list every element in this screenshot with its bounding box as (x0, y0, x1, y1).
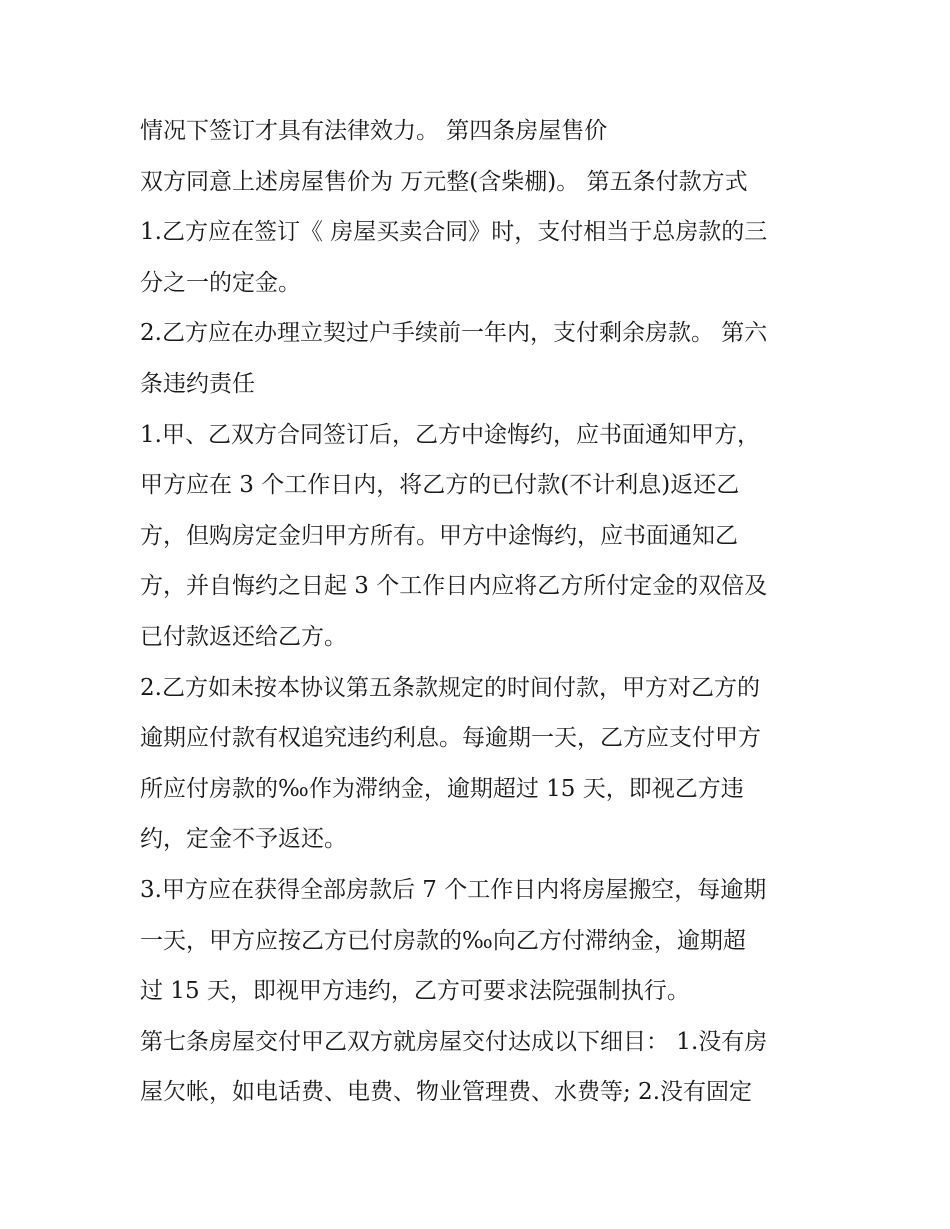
text-line: 分之一的定金。 (140, 269, 301, 296)
text-line: 约，定金不予返还。 (140, 826, 347, 853)
text-line: 双方同意上述房屋售价为 万元整(含柴棚)。 第五条付款方式 (140, 168, 748, 195)
text-line: 屋欠帐，如电话费、电费、物业管理费、水费等; 2.没有固定 (140, 1079, 753, 1106)
text-line: 3.甲方应在获得全部房款后 7 个工作日内将房屋搬空，每逾期 (140, 876, 767, 903)
text-line: 一天，甲方应按乙方已付房款的‰向乙方付滞纳金，逾期超 (140, 927, 746, 954)
text-line: 甲方应在 3 个工作日内，将乙方的已付款(不计利息)返还乙 (140, 472, 740, 499)
text-line: 方，并自悔约之日起 3 个工作日内应将乙方所付定金的双倍及 (140, 573, 768, 600)
text-line: 2.乙方应在办理立契过户手续前一年内，支付剩余房款。 第六 (140, 320, 768, 347)
text-line: 1.甲、乙双方合同签订后，乙方中途悔约，应书面通知甲方， (140, 421, 760, 448)
text-line: 条违约责任 (140, 370, 255, 397)
text-line: 所应付房款的‰作为滞纳金，逾期超过 15 天，即视乙方违 (140, 775, 744, 802)
text-line: 2.乙方如未按本协议第五条款规定的时间付款，甲方对乙方的 (140, 674, 760, 701)
text-line: 情况下签订才具有法律效力。 第四条房屋售价 (140, 118, 608, 144)
text-line: 1.乙方应在签订《 房屋买卖合同》时，支付相当于总房款的三 (140, 219, 768, 246)
contract-text (140, 106, 820, 1118)
text-line: 方，但购房定金归甲方所有。甲方中途悔约，应书面通知乙 (140, 522, 738, 549)
text-line: 逾期应付款有权追究违约利息。每逾期一天，乙方应支付甲方 (140, 725, 761, 752)
text-line: 过 15 天，即视甲方违约，乙方可要求法院强制执行。 (140, 978, 690, 1005)
text-line: 已付款返还给乙方。 (140, 623, 347, 650)
text-line: 第七条房屋交付甲乙双方就房屋交付达成以下细目： 1.没有房 (140, 1028, 768, 1055)
